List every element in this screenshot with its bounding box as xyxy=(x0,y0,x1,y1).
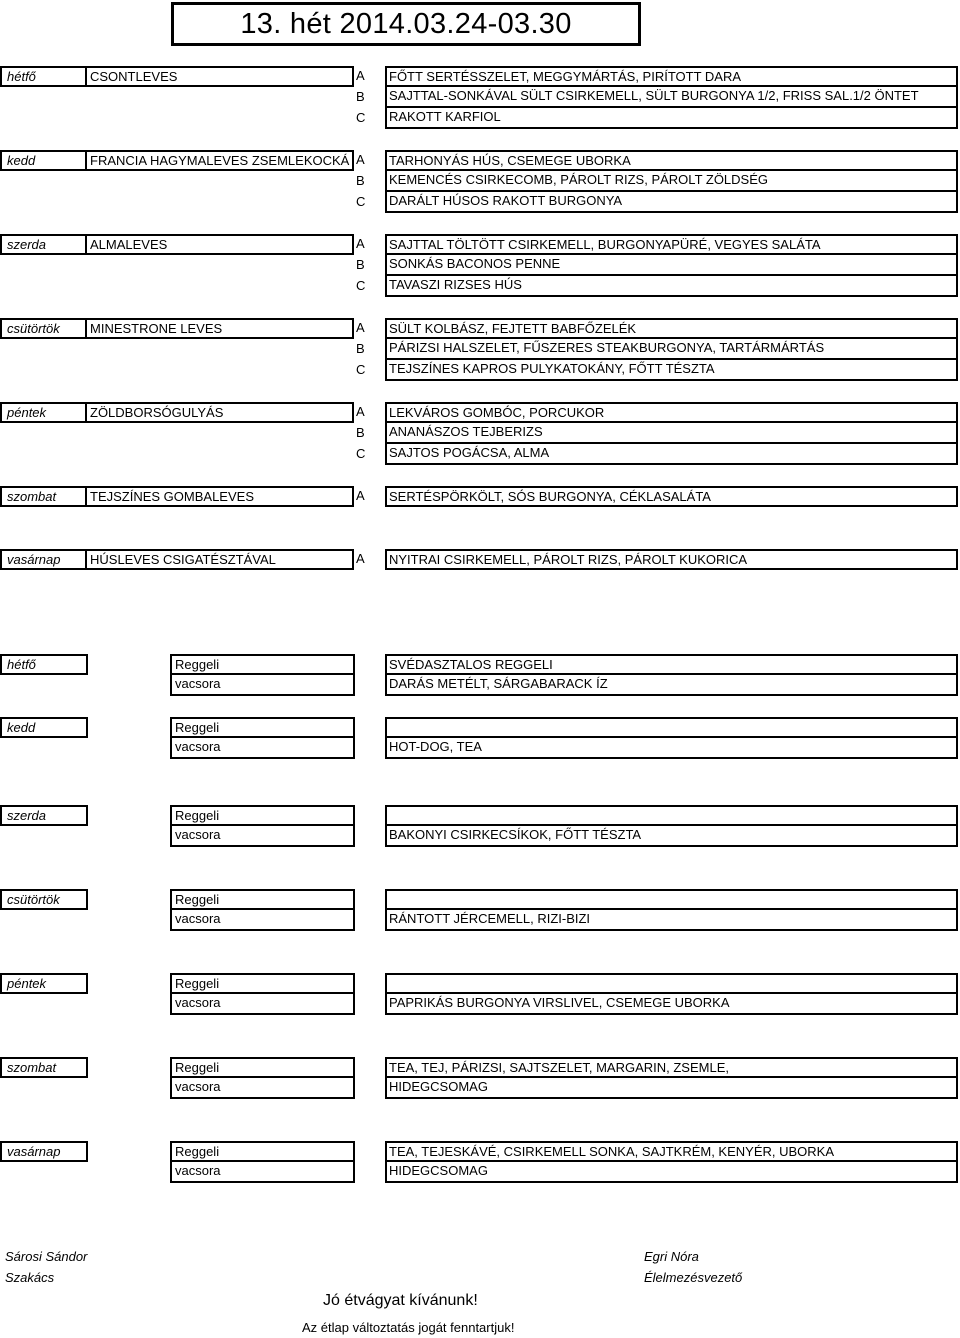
lunch-option-dish: SAJTTAL TÖLTÖTT CSIRKEMELL, BURGONYAPÜRÉ, VEGYES SALÁTA xyxy=(385,234,958,255)
lunch-option-letter: A xyxy=(356,152,365,167)
lunch-option-letter: C xyxy=(356,278,366,293)
lunch-soup: HÚSLEVES CSIGATÉSZTÁVAL xyxy=(87,549,354,570)
dinner-dish: HIDEGCSOMAG xyxy=(385,1078,958,1099)
cook-name: Sárosi Sándor xyxy=(5,1249,88,1264)
meal-day-label: hétfő xyxy=(0,654,88,675)
manager-name: Egri Nóra xyxy=(644,1249,699,1264)
dinner-label: vacsora xyxy=(170,1078,355,1099)
lunch-option-letter: B xyxy=(356,257,365,272)
breakfast-dish xyxy=(385,889,958,910)
lunch-soup: ALMALEVES xyxy=(87,234,354,255)
dinner-label: vacsora xyxy=(170,994,355,1015)
dinner-dish: BAKONYI CSIRKECSÍKOK, FŐTT TÉSZTA xyxy=(385,826,958,847)
lunch-option-dish: PÁRIZSI HALSZELET, FŰSZERES STEAKBURGONYA, TARTÁRMÁRTÁS xyxy=(385,339,958,360)
lunch-soup: MINESTRONE LEVES xyxy=(87,318,354,339)
lunch-option-dish: DARÁLT HÚSOS RAKOTT BURGONYA xyxy=(385,192,958,213)
lunch-day-label: vasárnap xyxy=(0,549,87,570)
breakfast-label: Reggeli xyxy=(170,973,355,994)
breakfast-label: Reggeli xyxy=(170,1141,355,1162)
breakfast-dish xyxy=(385,805,958,826)
lunch-soup: ZÖLDBORSÓGULYÁS xyxy=(87,402,354,423)
lunch-option-letter: A xyxy=(356,320,365,335)
meal-day-label: csütörtök xyxy=(0,889,88,910)
dinner-dish: DARÁS METÉLT, SÁRGABARACK ÍZ xyxy=(385,675,958,696)
lunch-day-label: szombat xyxy=(0,486,87,507)
dinner-dish: PAPRIKÁS BURGONYA VIRSLIVEL, CSEMEGE UBORKA xyxy=(385,994,958,1015)
breakfast-label: Reggeli xyxy=(170,654,355,675)
breakfast-dish: TEA, TEJ, PÁRIZSI, SAJTSZELET, MARGARIN, ZSEMLE, xyxy=(385,1057,958,1078)
breakfast-label: Reggeli xyxy=(170,889,355,910)
lunch-day-label: hétfő xyxy=(0,66,87,87)
cook-role: Szakács xyxy=(5,1270,55,1285)
lunch-option-letter: A xyxy=(356,236,365,251)
lunch-option-letter: A xyxy=(356,551,365,566)
breakfast-dish: SVÉDASZTALOS REGGELI xyxy=(385,654,958,675)
lunch-option-dish: SONKÁS BACONOS PENNE xyxy=(385,255,958,276)
lunch-option-dish: TARHONYÁS HÚS, CSEMEGE UBORKA xyxy=(385,150,958,171)
lunch-option-letter: B xyxy=(356,173,365,188)
dinner-dish: HIDEGCSOMAG xyxy=(385,1162,958,1183)
dinner-label: vacsora xyxy=(170,738,355,759)
lunch-option-dish: NYITRAI CSIRKEMELL, PÁROLT RIZS, PÁROLT KUKORICA xyxy=(385,549,958,570)
lunch-option-dish: FŐTT SERTÉSSZELET, MEGGYMÁRTÁS, PIRÍTOTT DARA xyxy=(385,66,958,87)
breakfast-label: Reggeli xyxy=(170,805,355,826)
lunch-option-dish: LEKVÁROS GOMBÓC, PORCUKOR xyxy=(385,402,958,423)
dinner-label: vacsora xyxy=(170,910,355,931)
lunch-option-dish: SÜLT KOLBÁSZ, FEJTETT BABFŐZELÉK xyxy=(385,318,958,339)
lunch-soup: FRANCIA HAGYMALEVES ZSEMLEKOCKÁ xyxy=(87,150,354,171)
lunch-option-letter: C xyxy=(356,194,366,209)
lunch-option-letter: A xyxy=(356,488,365,503)
lunch-option-dish: TEJSZÍNES KAPROS PULYKATOKÁNY, FŐTT TÉSZTA xyxy=(385,360,958,381)
breakfast-dish xyxy=(385,973,958,994)
dinner-label: vacsora xyxy=(170,1162,355,1183)
lunch-option-letter: B xyxy=(356,425,365,440)
meal-day-label: kedd xyxy=(0,717,88,738)
lunch-option-dish: ANANÁSZOS TEJBERIZS xyxy=(385,423,958,444)
lunch-option-dish: SAJTTAL-SONKÁVAL SÜLT CSIRKEMELL, SÜLT BURGONYA 1/2, FRISS SAL.1/2 ÖNTET xyxy=(385,87,958,108)
lunch-day-label: csütörtök xyxy=(0,318,87,339)
meal-day-label: vasárnap xyxy=(0,1141,88,1162)
lunch-option-dish: TAVASZI RIZSES HÚS xyxy=(385,276,958,297)
lunch-option-letter: A xyxy=(356,68,365,83)
lunch-soup: TEJSZÍNES GOMBALEVES xyxy=(87,486,354,507)
lunch-option-letter: A xyxy=(356,404,365,419)
meal-day-label: péntek xyxy=(0,973,88,994)
dinner-label: vacsora xyxy=(170,675,355,696)
dinner-dish: RÁNTOTT JÉRCEMELL, RIZI-BIZI xyxy=(385,910,958,931)
lunch-day-label: szerda xyxy=(0,234,87,255)
manager-role: Élelmezésvezető xyxy=(644,1270,743,1285)
breakfast-label: Reggeli xyxy=(170,1057,355,1078)
notice-text: Az étlap változtatás jogát fenntartjuk! xyxy=(302,1320,515,1335)
lunch-option-dish: KEMENCÉS CSIRKECOMB, PÁROLT RIZS, PÁROLT ZÖLDSÉG xyxy=(385,171,958,192)
breakfast-dish xyxy=(385,717,958,738)
breakfast-label: Reggeli xyxy=(170,717,355,738)
lunch-day-label: péntek xyxy=(0,402,87,423)
lunch-option-letter: B xyxy=(356,89,365,104)
lunch-option-dish: RAKOTT KARFIOL xyxy=(385,108,958,129)
lunch-soup: CSONTLEVES xyxy=(87,66,354,87)
lunch-day-label: kedd xyxy=(0,150,87,171)
menu-title: 13. hét 2014.03.24-03.30 xyxy=(171,2,641,46)
dinner-label: vacsora xyxy=(170,826,355,847)
lunch-option-letter: C xyxy=(356,110,366,125)
lunch-option-dish: SAJTOS POGÁCSA, ALMA xyxy=(385,444,958,465)
dinner-dish: HOT-DOG, TEA xyxy=(385,738,958,759)
meal-day-label: szombat xyxy=(0,1057,88,1078)
lunch-option-letter: C xyxy=(356,446,366,461)
breakfast-dish: TEA, TEJESKÁVÉ, CSIRKEMELL SONKA, SAJTKRÉM, KENYÉR, UBORKA xyxy=(385,1141,958,1162)
lunch-option-letter: C xyxy=(356,362,366,377)
lunch-option-letter: B xyxy=(356,341,365,356)
lunch-option-dish: SERTÉSPÖRKÖLT, SÓS BURGONYA, CÉKLASALÁTA xyxy=(385,486,958,507)
meal-day-label: szerda xyxy=(0,805,88,826)
greeting-text: Jó étvágyat kívánunk! xyxy=(323,1292,478,1309)
